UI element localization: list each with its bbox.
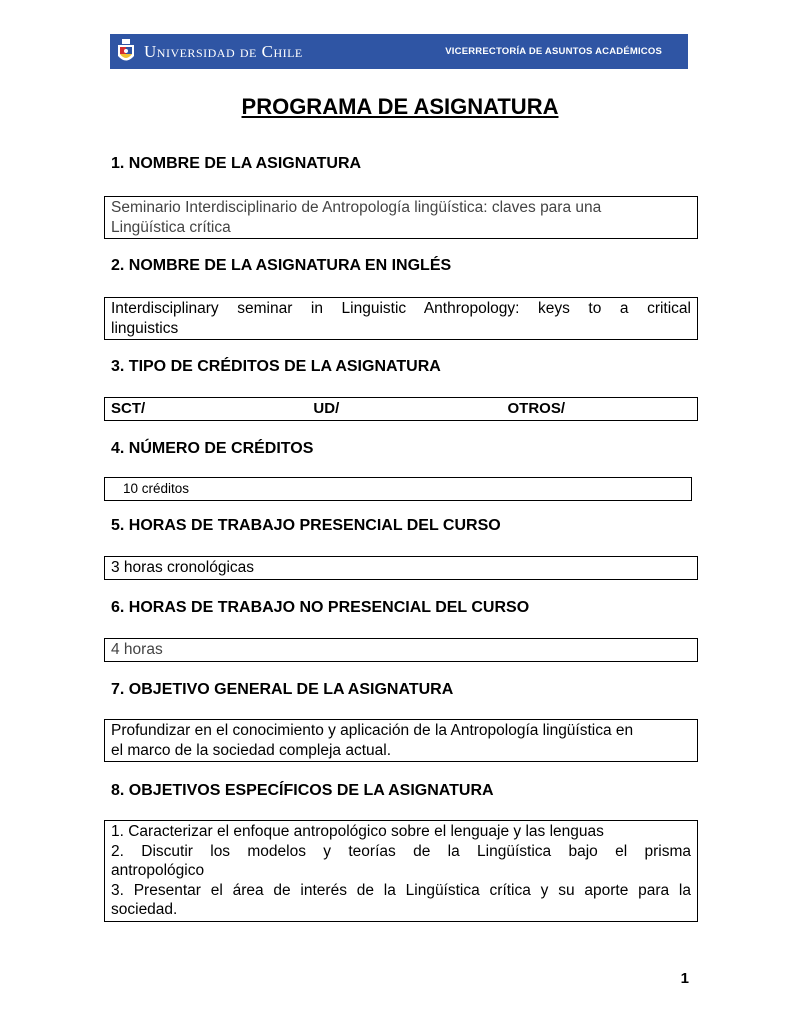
box-line: 10 créditos [123, 481, 190, 496]
section-heading-8: 8. OBJETIVOS ESPECÍFICOS DE LA ASIGNATURA [111, 782, 494, 799]
box-line: 3. Presentar el área de interés de la Lingüística crítica y su aporte para la [111, 881, 691, 899]
credit-type-otros: OTROS/ [507, 400, 565, 417]
box-line: 1. Caracterizar el enfoque antropológico sobre el lenguaje y las lenguas [111, 823, 604, 840]
box-line: Lingüística crítica [111, 218, 231, 236]
box-line: 3 horas cronológicas [111, 559, 255, 576]
section-heading-6: 6. HORAS DE TRABAJO NO PRESENCIAL DEL CURSO [111, 599, 530, 616]
section-heading-3: 3. TIPO DE CRÉDITOS DE LA ASIGNATURA [111, 358, 441, 375]
box-line: Interdisciplinary seminar in Linguistic Anthropology: keys to a critical [111, 300, 691, 317]
box-line: linguistics [111, 319, 179, 337]
box-line: 2. Discutir los modelos y teorías de la Lingüística bajo el prisma [111, 842, 691, 860]
non-presential-hours-box [104, 638, 698, 662]
box-line: Seminario Interdisciplinario de Antropología lingüística: claves para una [111, 199, 602, 216]
page-title: PROGRAMA DE ASIGNATURA [241, 94, 559, 119]
section-heading-4: 4. NÚMERO DE CRÉDITOS [111, 440, 314, 457]
general-objective-box [104, 719, 698, 762]
section-heading-7: 7. OBJETIVO GENERAL DE LA ASIGNATURA [111, 681, 454, 698]
header-banner [110, 34, 688, 69]
page-number: 1 [680, 970, 689, 987]
box-line: Profundizar en el conocimiento y aplicación de la Antropología lingüística en [111, 722, 634, 739]
credits-number-box [104, 477, 692, 501]
credit-type-ud: UD/ [313, 400, 340, 417]
credit-type-sct: SCT/ [111, 400, 146, 417]
course-name-box [104, 196, 698, 239]
section-heading-1: 1. NOMBRE DE LA ASIGNATURA [111, 155, 362, 172]
presential-hours-box [104, 556, 698, 580]
credit-types-box [104, 397, 698, 421]
box-line: sociedad. [111, 901, 178, 918]
course-name-english-box [104, 297, 698, 340]
box-line: el marco de la sociedad compleja actual. [111, 741, 392, 759]
section-heading-2: 2. NOMBRE DE LA ASIGNATURA EN INGLÉS [111, 257, 452, 274]
section-heading-5: 5. HORAS DE TRABAJO PRESENCIAL DEL CURSO [111, 517, 501, 534]
box-line: antropológico [111, 862, 205, 879]
vicerrectoria-label: VICERRECTORÍA DE ASUNTOS ACADÉMICOS [445, 46, 662, 57]
university-crest-icon [116, 38, 136, 66]
university-name: Universidad de Chile [144, 41, 303, 61]
box-line: 4 horas [111, 641, 163, 658]
specific-objectives-box [104, 820, 698, 922]
